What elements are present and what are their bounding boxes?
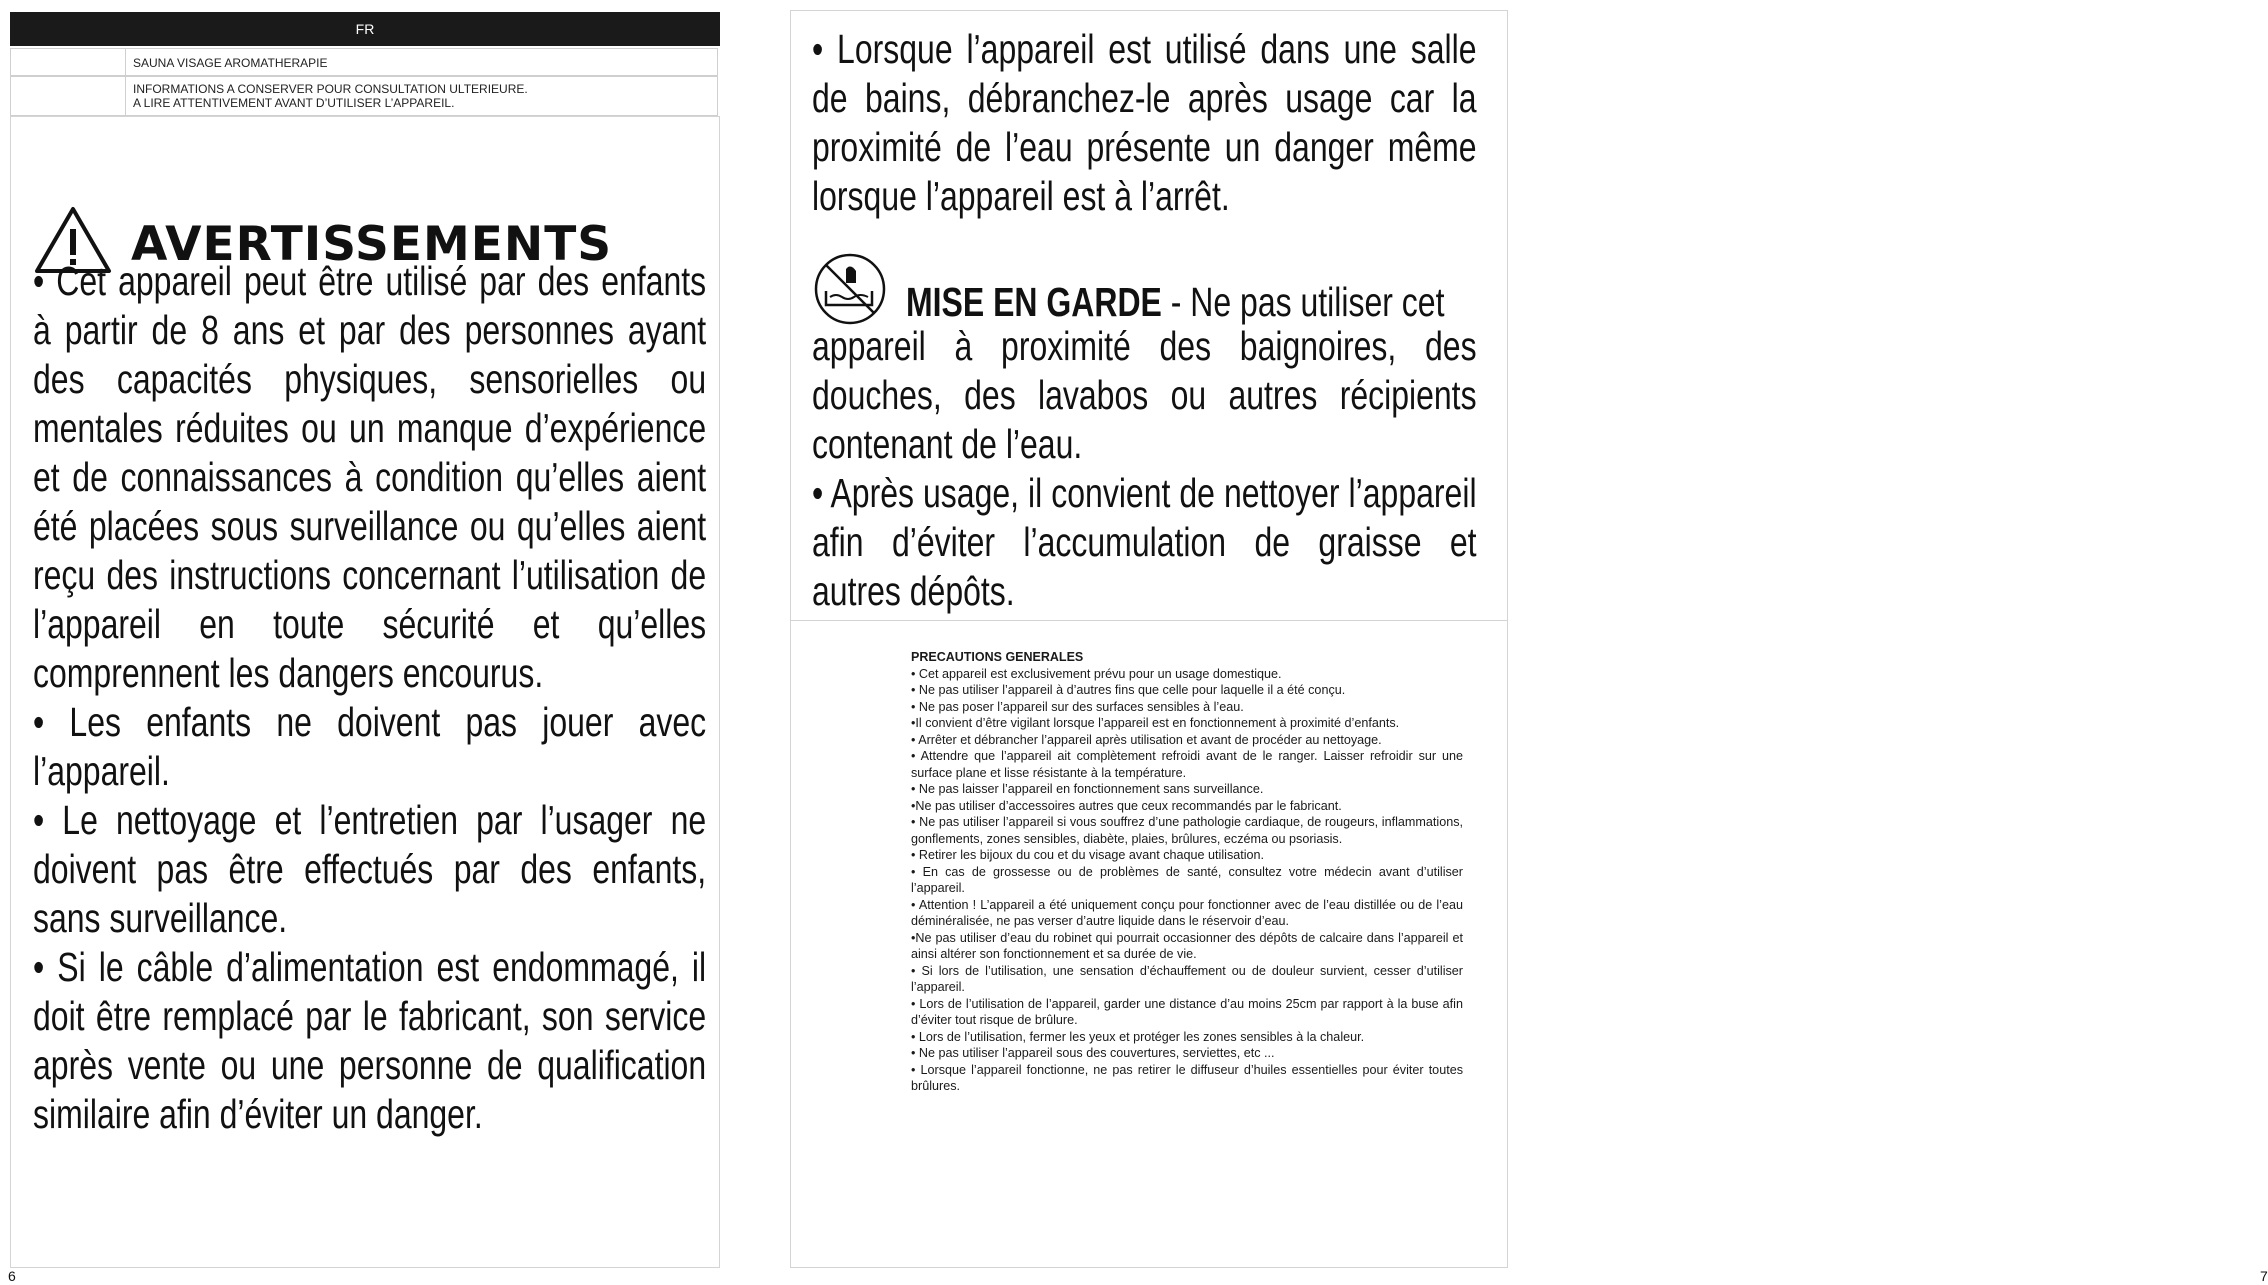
precaution-item: • Attendre que l’appareil ait complètement refroidi avant de le ranger. Laisser refroidir sur une surface plane et lisse résistante à la température. [911, 749, 1463, 780]
warning-paragraph: • Si le câble d’alimentation est endommagé, il doit être remplacé par le fabricant, son service après vente ou une personne de qualification similaire afin d’éviter un danger. [33, 944, 707, 1137]
precaution-item: • Ne pas poser l’appareil sur des surfaces sensibles à l’eau. [911, 699, 1244, 714]
warning-paragraph: • Le nettoyage et l’entretien par l’usager ne doivent pas être effectués par des enfants, sans surveillance. [33, 797, 707, 941]
caution-text-block [812, 322, 1477, 616]
general-precautions-title: PRECAUTIONS GENERALES [911, 650, 1084, 664]
precaution-item: • Arrêter et débrancher l’appareil après utilisation et avant de procéder au nettoyage. [911, 732, 1382, 747]
info-notice [125, 77, 717, 115]
language-header: FR [10, 12, 720, 46]
warning-paragraph: • Cet appareil peut être utilisé par des enfants à partir de 8 ans et par des personnes ayant des capacités physiques, sensorielles ou mentales réduites ou un manque d’expérience et de connaissances à condition qu’elles aient été placées sous surveillance ou qu’elles aient reçu des instructions concernant l’utilisation de l’appareil en toute sécurité et qu’elles comprennent les dangers encourus. [33, 258, 707, 696]
warnings-panel [10, 116, 720, 1268]
caution-line [906, 278, 1444, 327]
bathroom-warning [812, 25, 1477, 221]
left-page [0, 0, 740, 1285]
cleaning-paragraph: • Après usage, il convient de nettoyer l’appareil afin d’éviter l’accumulation de graisse et autres dépôts. [812, 470, 1477, 614]
page-number-right: 7 [2260, 1268, 2268, 1284]
product-title: SAUNA VISAGE AROMATHERAPIE [125, 49, 717, 75]
precaution-item: • Retirer les bijoux du cou et du visage avant chaque utilisation. [911, 848, 1265, 862]
no-water-bath-icon [812, 251, 888, 327]
precaution-item: • En cas de grossesse ou de problèmes de santé, consultez votre médecin avant d’utiliser l’appareil. [911, 864, 1463, 895]
caution-label: MISE EN GARDE [906, 279, 1162, 325]
precaution-item: • Ne pas utiliser l’appareil à d’autres fins que celle pour laquelle il a été conçu. [911, 683, 1346, 697]
precaution-item: • Ne pas utiliser l’appareil si vous souffrez d’une pathologie cardiaque, de rougeurs, inflammations, gonflements, zones sensibles, diabète, plaies, brûlures, eczéma ou psoriasis. [911, 815, 1463, 846]
right-page [770, 0, 2268, 1285]
precaution-item: • Lorsque l’appareil fonctionne, ne pas retirer le diffuseur d’huiles essentielles pour éviter toutes brûlures. [911, 1062, 1463, 1093]
precaution-item: • Lors de l’utilisation, fermer les yeux et protéger les zones sensibles à la chaleur. [911, 1029, 1365, 1044]
precaution-item: •Ne pas utiliser d’eau du robinet qui pourrait occasionner des dépôts de calcaire dans l’appareil et ainsi altérer son fonctionnement et sa durée de vie. [911, 930, 1463, 961]
precaution-item: • Lors de l’utilisation de l’appareil, garder une distance d’au moins 25cm par rapport à la buse afin d’éviter tout risque de brûlure. [911, 996, 1463, 1027]
cautions-panel [790, 10, 1508, 620]
precaution-item: •Il convient d’être vigilant lorsque l’appareil est en fonctionnement à proximité d’enfants. [911, 716, 1400, 730]
warning-paragraph: • Les enfants ne doivent pas jouer avec l’appareil. [33, 699, 707, 794]
precaution-item: • Ne pas laisser l’appareil en fonctionnement sans surveillance. [911, 782, 1264, 796]
caution-text-rest: appareil à proximité des baignoires, des douches, des lavabos ou autres récipients contenant de l’eau. [812, 323, 1477, 467]
caution-text-start: - Ne pas utiliser cet [1161, 279, 1445, 325]
warnings-text [33, 257, 706, 1139]
product-title-row [10, 48, 718, 76]
precaution-item: • Attention ! L’appareil a été uniquement conçu pour fonctionner avec de l’eau distillée ou de l’eau déminéralisée, ne pas verser d’autre liquide dans le réservoir d’eau. [911, 897, 1463, 928]
caution-heading [812, 251, 1596, 327]
precaution-item: • Si lors de l’utilisation, une sensation d’échauffement ou de douleur survient, cesser d’utiliser l’appareil. [911, 963, 1463, 994]
precaution-item: •Ne pas utiliser d’accessoires autres que ceux recommandés par le fabricant. [911, 798, 1342, 813]
info-line-2: A LIRE ATTENTIVEMENT AVANT D’UTILISER L’APPAREIL. [133, 96, 455, 110]
precaution-item: • Ne pas utiliser l’appareil sous des couvertures, serviettes, etc ... [911, 1046, 1275, 1060]
precaution-item: • Cet appareil est exclusivement prévu pour un usage domestique. [911, 666, 1282, 681]
bathroom-paragraph: • Lorsque l’appareil est utilisé dans une salle de bains, débranchez-le après usage car la proximité de l’eau présente un danger même lorsque l’appareil est à l’arrêt. [812, 26, 1477, 219]
warnings-title: AVERTISSEMENTS [131, 216, 613, 272]
page-number-left: 6 [8, 1268, 16, 1284]
info-notice-row [10, 76, 718, 116]
general-precautions [911, 649, 1463, 1095]
info-line-1: INFORMATIONS A CONSERVER POUR CONSULTATION ULTERIEURE. [133, 82, 528, 96]
